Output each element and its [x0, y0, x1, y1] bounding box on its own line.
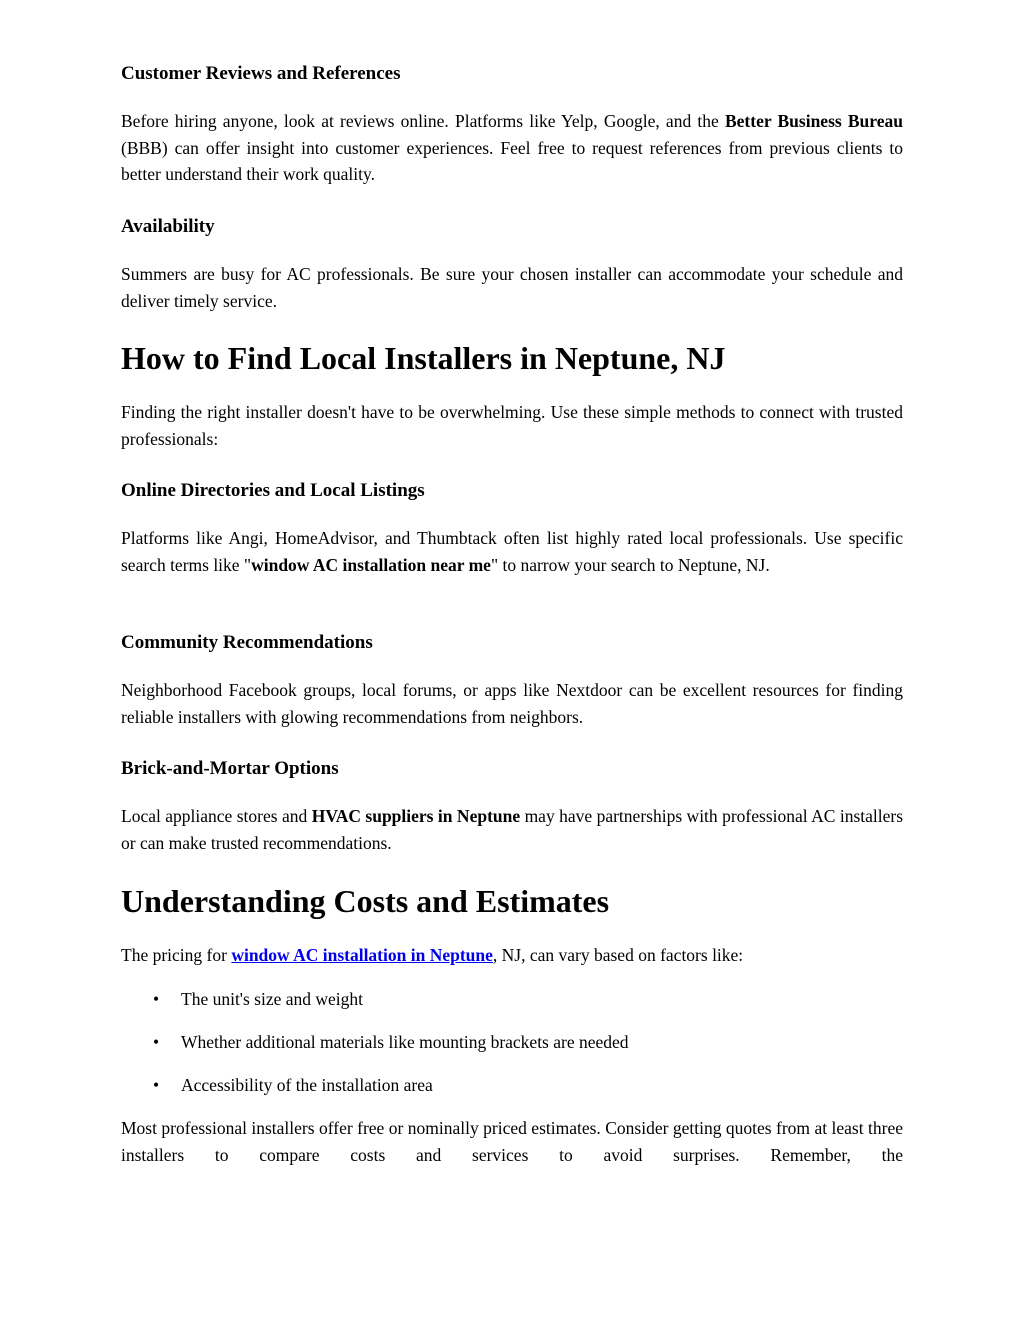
reviews-text-b: (BBB) can offer insight into customer experiences. Feel free to request references from previous clients to better understand their work quality. [121, 137, 903, 184]
bullet-icon: • [153, 1032, 160, 1052]
list-item-text: The unit's size and weight [181, 989, 363, 1009]
bullet-icon: • [153, 1075, 160, 1095]
directories-text-a: Platforms like Angi, HomeAdvisor, and Thumbtack often list highly rated local professionals. Use specific search terms like " [121, 528, 903, 575]
directories-text-b: " to narrow your search to Neptune, NJ. [490, 554, 770, 575]
heading-customer-reviews: Customer Reviews and References [121, 63, 401, 84]
paragraph-online-directories [121, 525, 903, 578]
paragraph-costs-intro [121, 942, 903, 969]
paragraph-community-recommendations: Neighborhood Facebook groups, local forums, or apps like Nextdoor can be excellent resources for finding reliable installers with glowing recommendations from neighbors. [121, 680, 903, 727]
heading-brick-and-mortar: Brick-and-Mortar Options [121, 758, 339, 779]
heading-online-directories: Online Directories and Local Listings [121, 480, 425, 501]
brick-bold-hvac-suppliers: HVAC suppliers in Neptune [311, 806, 521, 826]
heading-understanding-costs: Understanding Costs and Estimates [121, 883, 610, 919]
paragraph-find-local-intro: Finding the right installer doesn't have to be overwhelming. Use these simple methods to connect with trusted professionals: [121, 402, 903, 449]
heading-community-recommendations: Community Recommendations [121, 632, 373, 653]
costs-intro-text-b: , NJ, can vary based on factors like: [492, 945, 744, 965]
paragraph-brick-and-mortar [121, 803, 903, 856]
list-item-text: Whether additional materials like mounting brackets are needed [181, 1032, 629, 1052]
directories-bold-search-term: window AC installation near me [251, 554, 491, 575]
brick-text-a: Local appliance stores and [121, 806, 312, 826]
paragraph-availability: Summers are busy for AC professionals. Be sure your chosen installer can accommodate your schedule and deliver timely service. [121, 264, 903, 311]
reviews-text-a: Before hiring anyone, look at reviews online. Platforms like Yelp, Google, and the [121, 111, 725, 131]
bullet-icon: • [153, 989, 160, 1009]
heading-availability: Availability [121, 216, 215, 237]
costs-intro-text-a: The pricing for [121, 945, 232, 965]
list-item-text: Accessibility of the installation area [181, 1075, 433, 1095]
brick-text-b: may have partnerships with professional AC installers or can make trusted recommendations. [121, 806, 904, 853]
window-ac-installation-link[interactable]: window AC installation in Neptune [231, 945, 493, 965]
paragraph-customer-reviews [121, 108, 903, 188]
paragraph-costs-outro: Most professional installers offer free or nominally priced estimates. Consider getting quotes from at least three installers to compare costs and services to avoid surprises. Remember, the [121, 1118, 903, 1165]
heading-find-local-installers: How to Find Local Installers in Neptune, NJ [121, 340, 726, 376]
reviews-bold-bbb: Better Business Bureau [724, 111, 903, 131]
